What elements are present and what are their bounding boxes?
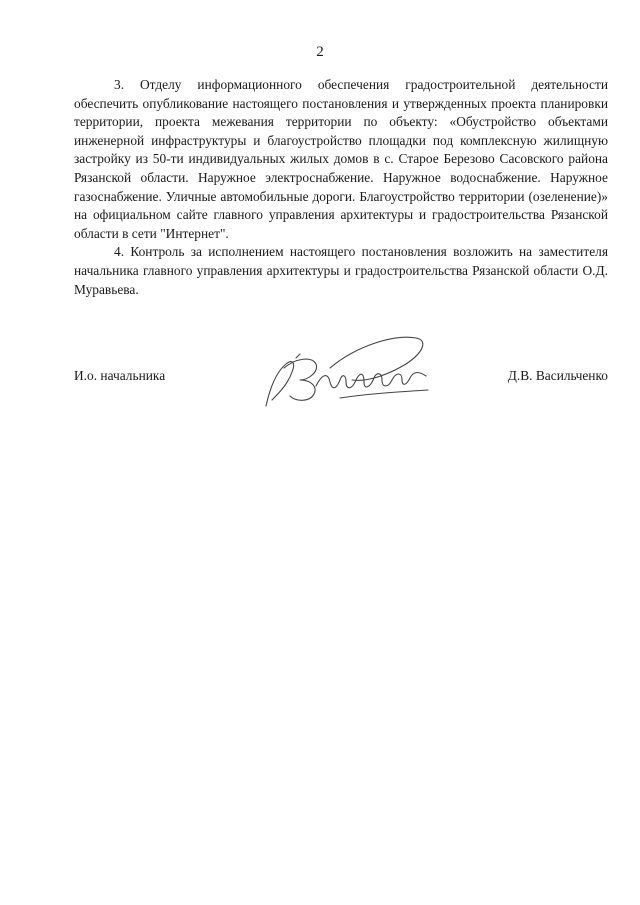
signatory-title: И.о. начальника [74,368,166,383]
paragraph-4: 4. Контроль за исполнением настоящего постановления возложить на заместителя начальника главного управления архитектуры и градостроительства Рязанской области О.Д. Муравьева. [74,244,608,297]
paragraph-3: 3. Отделу информационного обеспечения градостроительной деятельности обеспечить опубликование настоящего постановления и утвержденных проекта планировки территории, проекта межевания территории по объекту: «Обустройство объектами инженерной инфраструктуры и благоустройство площадки под комплексную жилищную застройку из 50-ти индивидуальных жилых домов в с. Старое Березово Сасовского района Рязанской области. Наружное электроснабжение. Наружное водоснабжение. Наружное газоснабжение. Уличные автомобильные дороги. Благоустройство территории (озеленение)» на официальном сайте главного управления архитектуры и градостроительства Рязанской области в сети "Интернет". [74,77,608,241]
handwritten-signature [256,328,436,418]
signatory-name: Д.В. Васильченко [507,368,608,383]
signature-block [74,362,608,422]
page-number: 2 [316,44,324,60]
body-text [74,76,608,299]
